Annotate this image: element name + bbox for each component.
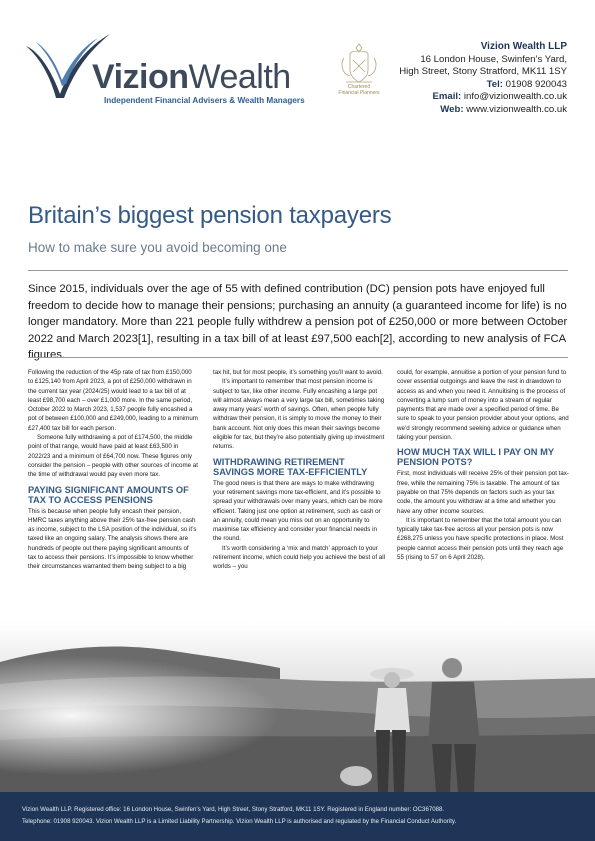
column-2	[213, 368, 386, 572]
paragraph: First, most individuals will receive 25% of their pension pot tax-free, while the remaining 75% is taxable. The amount of tax payable on that 75% depends on factors such as your tax code, the amount you withdraw at a time and whether you have any other income sources.	[397, 470, 569, 515]
email-label: Email:	[432, 91, 462, 103]
tel-number[interactable]: 01908 920043	[505, 78, 567, 90]
article-intro: Since 2015, individuals over the age of 55 with defined contribution (DC) pension pots have enjoyed full freedom to decide how to manage their pensions; purchasing an annuity (a guaranteed income for life) is no longer mandatory. More than 221 people fully withdrew a pension pot of £250,000 or more between October 2022 and March 2023[1], resulting in a tax bill of at least £97,500 each[2], according to new analysis of FCA figures.	[28, 283, 568, 362]
paragraph: It is important to remember that the total amount you can typically take tax-free across all your pension pots is now £268,275 unless you have specific protections in place. Most people cannot access their pension pots until they reach age 55 (rising to 57 on 6 April 2028).	[397, 516, 564, 562]
tel-label: Tel:	[486, 78, 503, 90]
chartered-crest-icon	[338, 40, 380, 106]
page-footer	[0, 792, 595, 841]
divider-top	[28, 270, 568, 271]
article-title: Britain’s biggest pension taxpayers	[28, 202, 392, 229]
brand-light: Wealth	[188, 58, 291, 96]
footer-line-1: Vizion Wealth LLP. Registered office: 16 London House, Swinfen’s Yard, High Street, Stony Stratford, MK11 1SY. Registered in England number: OC367088.	[22, 806, 445, 813]
beach-couple-photo	[0, 622, 595, 792]
chartered-seal	[338, 40, 380, 106]
address-line-2: High Street, Stony Stratford, MK11 1SY	[399, 66, 567, 78]
phone-row	[399, 79, 567, 92]
article-subtitle: How to make sure you avoid becoming one	[28, 240, 287, 255]
paragraph: Someone fully withdrawing a pot of £174,500, the middle point of that range, would have paid at least £63,500 in 2022/23 and a minimum of £64,700 now. These figures only consider the pension – people with other sources of income at the time of withdrawal would pay even more tax.	[28, 434, 198, 479]
divider-bottom	[28, 357, 568, 358]
paragraph: It’s important to remember that most pension income is subject to tax, like other income. Fully encashing a large pot will almost always mean a very large tax bill, sometimes taking away many years’ worth of savings. Often, when people fully withdraw their pension, it is simply to move the money to their bank account. Not only does this mean their savings become eligible for tax, but they’re also potentially giving up investment returns.	[213, 378, 385, 451]
paragraph: could, for example, annuitise a portion of your pension fund to cover essential outgoings and leave the rest in drawdown to access as and when you need it. Annuitising is the process of converting a lump sum of money into a stream of regular payments that are made over a specified period of time. Be sure to speak to your pension provider about your options, and we’d strongly recommend seeking advice or guidance when taking your pension.	[397, 369, 569, 442]
paragraph: tax hit, but for most people, it’s something you’ll want to avoid.	[213, 369, 383, 376]
company-logo	[22, 32, 322, 112]
brand-wordmark	[92, 60, 291, 94]
contact-block	[399, 41, 567, 117]
firm-name: Vizion Wealth LLP	[480, 41, 567, 52]
paragraph: It’s worth considering a ‘mix and match’ approach to your retirement income, which could help you achieve the best of all worlds – you	[213, 544, 385, 571]
web-label: Web:	[440, 103, 464, 115]
web-row	[399, 104, 567, 117]
section-heading: WITHDRAWING RETIREMENT SAVINGS MORE TAX-EFFICIENTLY	[213, 456, 368, 477]
footer-line-2: Telephone: 01908 920043. Vizion Wealth LLP is a Limited Liability Partnership. Vizion Wealth LLP is authorised and regulated by the Financial Conduct Authority.	[22, 818, 457, 825]
section-heading: PAYING SIGNIFICANT AMOUNTS OF TAX TO ACCESS PENSIONS	[28, 484, 189, 505]
email-link[interactable]: info@vizionwealth.co.uk	[463, 91, 567, 103]
section-heading: HOW MUCH TAX WILL I PAY ON MY PENSION POTS?	[397, 447, 554, 468]
brand-bold: Vizion	[92, 58, 189, 96]
paragraph: Following the reduction of the 45p rate of tax from £150,000 to £125,140 from April 2023, a pot of £250,000 withdrawn in the current tax year (2024/25) would lead to a tax bill of at least £98,700 each – over £1,000 more. In the same period, October 2022 to March 2023, 1,537 people fully encashed a pot of between £100,000 and £249,000, leading to a minimum £27,400 tax bill for each person.	[28, 369, 198, 432]
column-1	[28, 368, 198, 572]
column-3	[397, 368, 569, 562]
web-link[interactable]: www.vizionwealth.co.uk	[466, 103, 567, 115]
paragraph: This is because when people fully encash their pension, HMRC taxes anything above their 25% tax-free pension cash as income, subject to the LSA position of the individual, so it’s taxed like an ongoing salary. The analysis shows there are hundreds of people out there paying significant amounts of tax to access their pensions. It’s impossible to know whether their circumstances warranted them being subject to a big	[28, 507, 197, 571]
brand-tagline: Independent Financial Advisers & Wealth Managers	[104, 96, 305, 105]
email-row	[399, 91, 567, 104]
address-line-1: 16 London House, Swinfen’s Yard,	[420, 53, 567, 65]
paragraph: The good news is that there are ways to make withdrawing your retirement savings more tax-efficient, and it’s possible to spread your withdrawals over many years, which can be more efficient. Taking just one option at retirement, such as cash or an annuity, could mean you miss out on an opportunity to maximise tax efficiency and consider your financial needs in the round.	[213, 479, 383, 543]
seal-text: Chartered Financial Planners	[338, 84, 380, 96]
